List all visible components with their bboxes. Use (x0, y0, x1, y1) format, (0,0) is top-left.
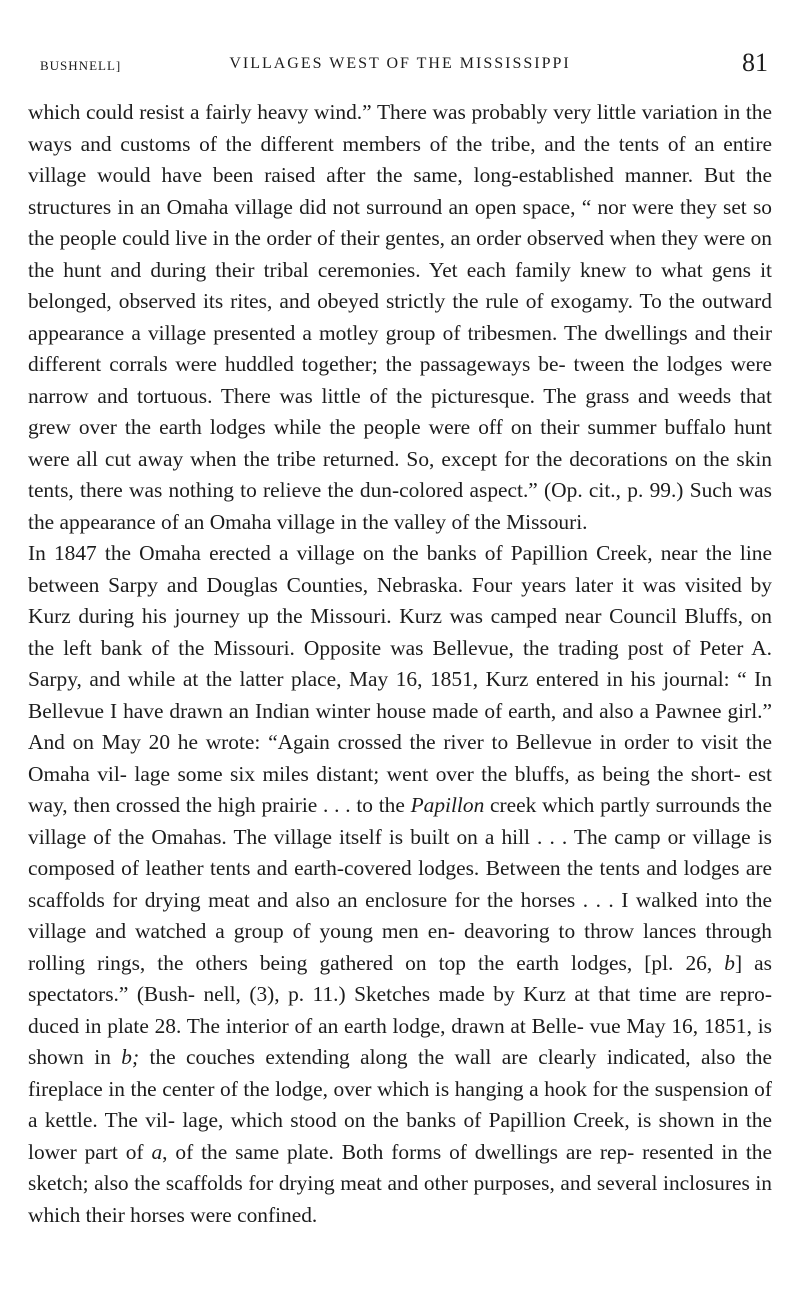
text-segment: the couches extending along the wall are clearly indicated, also the fireplace in the center of the lodge, over which is hanging a hook for the suspension of a kettle. The vil- lage, which stood on the banks of Papillion Creek, is shown in the lower part of (28, 1045, 772, 1164)
italic-creek-name: Papillon (410, 793, 485, 817)
page-number: 81 (742, 48, 768, 77)
text-segment: creek which partly surrounds the village of the Omahas. The village itself is built on a hill . . . The camp or village is composed of leather tents and earth-covered lodges. Between the tents and lodges are scaffolds for drying meat and also an enclosure for the horses . . . I walked into the village and watched a group of young men en- deavoring to throw lances through rolling rings, the others being gathered on top the earth lodges, [pl. 26, (28, 793, 772, 975)
running-head-author: BUSHNELL] (40, 58, 122, 73)
body-text (28, 97, 772, 1231)
document-page (28, 0, 772, 1231)
paragraph-1 (28, 97, 772, 538)
text-segment: In 1847 the Omaha erected a village on the banks of Papillion Creek, near the line between Sarpy and Douglas Counties, Nebraska. Four years later it was visited by Kurz during his journey up the Missouri. Kurz was camped near Council Bluffs, on the left bank of the Missouri. Opposite was Bellevue, the trading post of Peter A. Sarpy, and while at the latter place, May 16, 1851, Kurz entered in his journal: “ In Bellevue I have drawn an Indian winter house made of earth, and also a Pawnee girl.” And on May 20 he wrote: “Again crossed the river to Bellevue in order to visit the Omaha vil- lage some six miles distant; went over the bluffs, as being the short- est way, then crossed the high prairie . . . to the (28, 541, 772, 817)
paragraph-2 (28, 538, 772, 1231)
running-head-title: VILLAGES WEST OF THE MISSISSIPPI (229, 55, 571, 72)
italic-plate-ref: b; (121, 1045, 140, 1069)
italic-plate-ref: b (724, 950, 735, 975)
italic-plate-ref: a (151, 1139, 163, 1164)
page-header (28, 0, 772, 78)
text-segment: , of the same plate. Both forms of dwellings are rep- resented in the sketch; also the scaffolds for drying meat and other purposes, and several inclosures in which their horses were confined. (28, 1139, 772, 1227)
text-segment: which could resist a fairly heavy wind.” There was probably very little variation in the ways and customs of the different members of the tribe, and the tents of an entire village would have been raised after the same, long-established manner. But the structures in an Omaha village did not surround an open space, “ nor were they set so the people could live in the order of their gentes, an order observed when they were on the hunt and during their tribal ceremonies. Yet each family knew to what gens it belonged, observed its rites, and obeyed strictly the rule of exogamy. To the outward appearance a village presented a motley group of tribesmen. The dwellings and their different corrals were huddled together; the passageways be- tween the lodges were narrow and tortuous. There was little of the picturesque. The grass and weeds that grew over the earth lodges while the people were off on their summer buffalo hunt were all cut away when the tribe returned. So, except for the decorations on the skin tents, there was nothing to relieve the dun-colored aspect.” (Op. cit., p. 99.) Such was the appearance of an Omaha village in the valley of the Missouri. (28, 100, 772, 534)
text-segment: ] as spectators.” (Bush- nell, (3), p. 11.) Sketches made by Kurz at that time are repro- duced in plate 28. The interior of an earth lodge, drawn at Belle- vue May 16, 1851, is shown in (28, 950, 772, 1069)
